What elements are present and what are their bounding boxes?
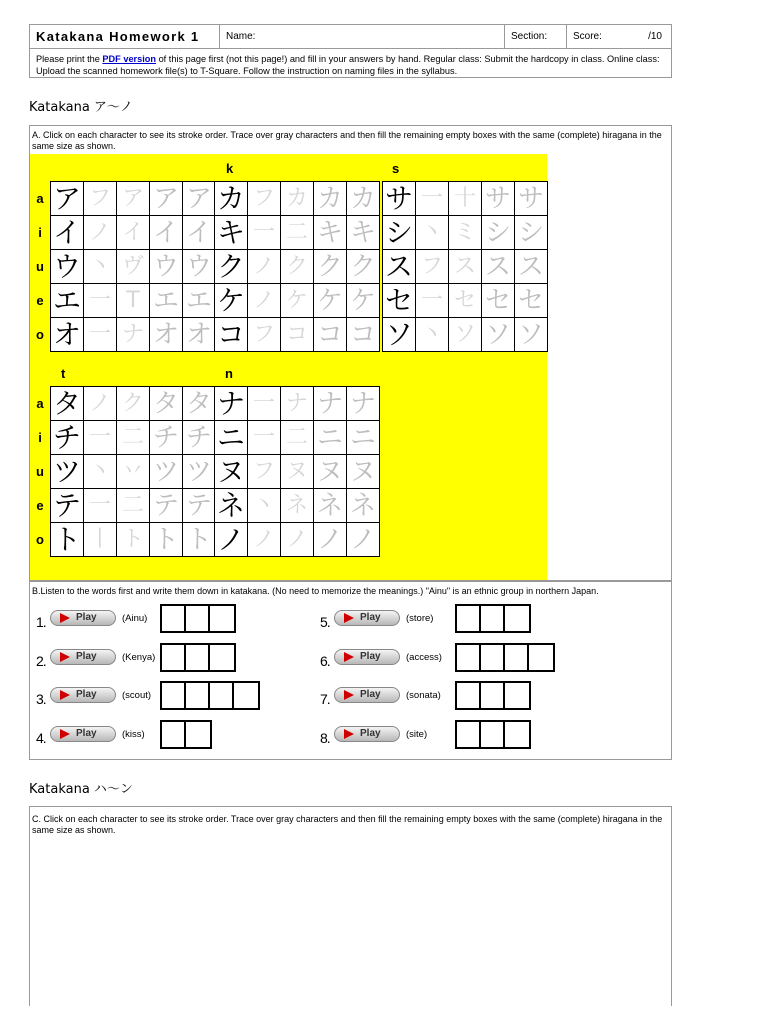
answer-box[interactable]	[457, 606, 481, 631]
kana-trace-cell: 一	[248, 421, 281, 455]
answer-box[interactable]	[186, 683, 210, 708]
play-button[interactable]	[50, 649, 116, 665]
kana-trace-cell: ケ	[281, 284, 314, 318]
kana-trace-cell: タ	[150, 387, 183, 421]
kana-trace-cell: ノ	[314, 523, 347, 557]
kana-grid-k	[214, 181, 380, 352]
play-button[interactable]	[334, 687, 400, 703]
kana-trace-cell: イ	[150, 216, 183, 250]
kana-trace-cell: オ	[183, 318, 216, 352]
kana-model-char[interactable]: ノ	[215, 523, 248, 557]
vowel-row-label: i	[38, 225, 42, 240]
answer-box[interactable]	[505, 606, 529, 631]
instructions-note	[36, 53, 666, 77]
answer-boxes	[160, 681, 260, 710]
kana-model-char[interactable]: ス	[383, 250, 416, 284]
kana-trace-cell: エ	[183, 284, 216, 318]
play-icon	[344, 729, 354, 739]
kana-trace-cell: ス	[449, 250, 482, 284]
answer-boxes	[160, 604, 236, 633]
answer-box[interactable]	[505, 683, 529, 708]
kana-trace-cell: フ	[416, 250, 449, 284]
kana-trace-cell: 丶	[416, 318, 449, 352]
answer-box[interactable]	[162, 683, 186, 708]
consonant-label: s	[392, 161, 400, 176]
kana-trace-cell: ノ	[248, 250, 281, 284]
kana-model-char[interactable]: エ	[51, 284, 84, 318]
kana-trace-cell: ナ	[314, 387, 347, 421]
kana-grid-vowel	[50, 181, 216, 352]
kana-trace-cell: ア	[183, 182, 216, 216]
kana-trace-cell: ク	[281, 250, 314, 284]
kana-grid-s	[382, 181, 548, 352]
word-hint: (access)	[406, 651, 442, 663]
kana-trace-cell: ソ	[482, 318, 515, 352]
item-number: 7.	[320, 691, 330, 707]
answer-box[interactable]	[481, 722, 505, 747]
consonant-label: t	[61, 366, 66, 381]
answer-box[interactable]	[457, 645, 481, 670]
item-number: 5.	[320, 614, 330, 630]
kana-trace-cell: キ	[347, 216, 380, 250]
kana-grid-n	[214, 386, 380, 557]
vowel-row-label: o	[36, 327, 44, 342]
kana-trace-cell: ノ	[248, 284, 281, 318]
kana-trace-cell: ノ	[347, 523, 380, 557]
kana-trace-cell: ネ	[314, 489, 347, 523]
kana-model-char[interactable]: ツ	[51, 455, 84, 489]
word-hint: (sonata)	[406, 690, 441, 701]
kana-model-char[interactable]: チ	[51, 421, 84, 455]
kana-model-char[interactable]: ヌ	[215, 455, 248, 489]
play-icon	[60, 690, 70, 700]
play-button[interactable]	[334, 610, 400, 626]
kana-model-char[interactable]: セ	[383, 284, 416, 318]
kana-model-char[interactable]: テ	[51, 489, 84, 523]
kana-trace-cell: セ	[482, 284, 515, 318]
kana-trace-cell: コ	[314, 318, 347, 352]
kana-trace-cell: ネ	[347, 489, 380, 523]
kana-trace-cell: 一	[84, 318, 117, 352]
kana-trace-cell: ア	[150, 182, 183, 216]
kana-trace-cell: 一	[248, 216, 281, 250]
item-number: 4.	[36, 729, 46, 746]
vowel-row-label: e	[36, 293, 44, 308]
kana-model-char[interactable]: ネ	[215, 489, 248, 523]
vowel-row-label: u	[36, 464, 44, 479]
kana-trace-cell: ニ	[347, 421, 380, 455]
item-number: 1.	[36, 614, 46, 630]
kana-trace-cell: カ	[347, 182, 380, 216]
answer-box[interactable]	[186, 606, 210, 631]
kana-trace-cell: 二	[281, 216, 314, 250]
kana-trace-cell: ソ	[515, 318, 548, 352]
kana-trace-cell: ト	[183, 523, 216, 557]
kana-trace-cell: チ	[150, 421, 183, 455]
kana-trace-cell: 一	[416, 182, 449, 216]
score-max: /10	[648, 31, 662, 42]
play-label: Play	[360, 689, 381, 700]
answer-box[interactable]	[481, 645, 505, 670]
word-hint: (scout)	[122, 690, 152, 701]
answer-box[interactable]	[481, 683, 505, 708]
kana-trace-cell: カ	[314, 182, 347, 216]
kana-model-char[interactable]: ト	[51, 523, 84, 557]
kana-trace-cell: フ	[248, 455, 281, 489]
note-suffix: of this page first (not this page!) and fill in your answers by hand. Regular class: Submit the hardcopy in class. Online class: Upload the scanned homework file(s) to T-Square. Follow the instruction on naming files in the syllabus.	[36, 54, 660, 76]
vowel-row-label: e	[36, 498, 44, 513]
kana-model-char[interactable]: ソ	[383, 318, 416, 352]
play-button[interactable]	[50, 610, 116, 626]
answer-box[interactable]	[186, 645, 210, 670]
play-icon	[60, 613, 70, 623]
note-prefix: Please print the	[36, 54, 103, 64]
kana-model-char[interactable]: ア	[51, 182, 84, 216]
answer-box[interactable]	[457, 722, 481, 747]
listening-item	[320, 720, 580, 756]
kana-trace-cell: ミ	[449, 216, 482, 250]
kana-trace-cell: フ	[248, 318, 281, 352]
name-field[interactable]: Name:	[220, 25, 505, 49]
answer-box[interactable]	[162, 645, 186, 670]
kana-trace-cell: 丷	[117, 455, 150, 489]
kana-trace-cell: ヴ	[117, 250, 150, 284]
kana-trace-cell: ネ	[281, 489, 314, 523]
vowel-row-label: i	[38, 430, 42, 445]
kana-trace-cell: シ	[515, 216, 548, 250]
kana-trace-cell: キ	[314, 216, 347, 250]
play-label: Play	[76, 612, 97, 623]
kana-trace-cell: サ	[482, 182, 515, 216]
kana-trace-cell: セ	[449, 284, 482, 318]
kana-model-char[interactable]: ケ	[215, 284, 248, 318]
play-label: Play	[360, 727, 381, 739]
kana-trace-cell: テ	[183, 489, 216, 523]
kana-trace-cell: ト	[150, 523, 183, 557]
instruction-b: B.Listen to the words first and write them down in katakana. (No need to memorize the meanings.) "Ainu" is an ethnic group in northern Japan.	[32, 586, 599, 596]
kana-trace-cell: サ	[515, 182, 548, 216]
score-label: Score:	[573, 31, 602, 42]
pdf-version-link[interactable]: PDF version	[102, 54, 157, 64]
kana-trace-cell: ス	[482, 250, 515, 284]
play-button[interactable]	[334, 649, 400, 665]
kana-trace-cell: 二	[117, 421, 150, 455]
kana-model-char[interactable]: コ	[215, 318, 248, 352]
consonant-label: n	[225, 366, 233, 381]
kana-trace-cell: 丶	[248, 489, 281, 523]
kana-trace-cell: コ	[347, 318, 380, 352]
kana-trace-cell: ナ	[117, 318, 150, 352]
play-label: Play	[76, 727, 97, 739]
play-icon	[60, 652, 70, 662]
item-number: 8.	[320, 729, 330, 746]
kana-trace-cell: フ	[84, 182, 117, 216]
section-heading-a-no: Katakana ア～ノ	[29, 100, 133, 115]
kana-trace-cell: ヌ	[281, 455, 314, 489]
play-button[interactable]	[50, 687, 116, 703]
kana-trace-cell: オ	[150, 318, 183, 352]
answer-boxes	[455, 604, 531, 633]
item-number: 6.	[320, 652, 330, 669]
play-button[interactable]	[334, 726, 400, 742]
word-hint: (store)	[406, 613, 434, 624]
answer-box[interactable]	[505, 645, 529, 670]
play-icon	[344, 613, 354, 623]
kana-trace-cell: ノ	[248, 523, 281, 557]
answer-boxes	[455, 643, 555, 672]
kana-trace-cell: ツ	[150, 455, 183, 489]
kana-trace-cell: ス	[515, 250, 548, 284]
kana-grid-t	[50, 386, 216, 557]
kana-trace-cell: セ	[515, 284, 548, 318]
kana-trace-cell: ウ	[150, 250, 183, 284]
homework-header	[29, 24, 672, 78]
listening-item	[320, 681, 580, 717]
kana-trace-cell: フ	[248, 182, 281, 216]
word-hint: (kiss)	[122, 728, 145, 740]
kana-trace-cell: ア	[117, 182, 150, 216]
section-heading-ha-n: Katakana ハ～ン	[29, 782, 133, 797]
kana-model-char[interactable]: サ	[383, 182, 416, 216]
kana-trace-cell: カ	[281, 182, 314, 216]
vowel-row-label: a	[36, 191, 44, 206]
vowel-row-label: o	[36, 532, 44, 547]
kana-trace-cell: 一	[84, 489, 117, 523]
kana-model-char[interactable]: ウ	[51, 250, 84, 284]
kana-trace-cell: ニ	[314, 421, 347, 455]
kana-trace-cell: 丶	[84, 455, 117, 489]
kana-trace-cell: シ	[482, 216, 515, 250]
answer-box[interactable]	[210, 606, 234, 631]
kana-trace-cell: チ	[183, 421, 216, 455]
kana-trace-cell: ト	[117, 523, 150, 557]
kana-trace-cell: コ	[281, 318, 314, 352]
kana-trace-cell: ウ	[183, 250, 216, 284]
answer-box[interactable]	[505, 722, 529, 747]
kana-trace-cell: 十	[449, 182, 482, 216]
word-hint: (Ainu)	[122, 613, 148, 624]
kana-trace-cell: ク	[117, 387, 150, 421]
kana-trace-cell: ノ	[281, 523, 314, 557]
kana-trace-cell: ク	[347, 250, 380, 284]
kana-model-char[interactable]: タ	[51, 387, 84, 421]
kana-trace-cell: タ	[183, 387, 216, 421]
answer-boxes	[160, 720, 212, 749]
kana-trace-cell: ケ	[314, 284, 347, 318]
listening-item	[320, 604, 580, 640]
kana-trace-cell: 一	[84, 421, 117, 455]
kana-model-char[interactable]: オ	[51, 318, 84, 352]
kana-trace-cell: 丶	[416, 216, 449, 250]
vowel-row-label: u	[36, 259, 44, 274]
kana-model-char[interactable]: ニ	[215, 421, 248, 455]
instruction-a: A. Click on each character to see its stroke order. Trace over gray characters and then fill the remaining empty boxes with the same (complete) hiragana in the same size as shown.	[32, 130, 662, 151]
homework-title: Katakana Homework 1	[30, 25, 220, 49]
kana-trace-cell: イ	[117, 216, 150, 250]
answer-box[interactable]	[481, 606, 505, 631]
kana-trace-cell: ナ	[281, 387, 314, 421]
answer-box[interactable]	[186, 722, 210, 747]
vowel-row-label: a	[36, 396, 44, 411]
answer-boxes	[160, 643, 236, 672]
answer-box[interactable]	[162, 722, 186, 747]
kana-trace-cell: T	[117, 284, 150, 318]
answer-boxes	[455, 720, 531, 749]
answer-box[interactable]	[234, 683, 258, 708]
answer-box[interactable]	[529, 645, 553, 670]
kana-trace-cell: 丶	[84, 250, 117, 284]
kana-trace-cell: 一	[84, 284, 117, 318]
play-label: Play	[76, 689, 97, 700]
word-hint: (site)	[406, 728, 428, 740]
answer-box[interactable]	[210, 683, 234, 708]
kana-trace-cell: 二	[281, 421, 314, 455]
kana-trace-cell: エ	[150, 284, 183, 318]
section-c-box	[29, 806, 672, 1006]
kana-model-char[interactable]: イ	[51, 216, 84, 250]
kana-trace-cell: ヌ	[314, 455, 347, 489]
instruction-c: C. Click on each character to see its stroke order. Trace over gray characters and then fill the remaining empty boxes with the same (complete) hiragana in the same size as shown.	[32, 814, 663, 835]
kana-trace-cell: ナ	[347, 387, 380, 421]
kana-trace-cell: ヌ	[347, 455, 380, 489]
kana-model-char[interactable]: キ	[215, 216, 248, 250]
kana-trace-cell: ノ	[84, 216, 117, 250]
answer-box[interactable]	[210, 645, 234, 670]
item-number: 3.	[36, 691, 46, 707]
consonant-label: k	[226, 161, 234, 176]
kana-trace-cell: 一	[416, 284, 449, 318]
kana-trace-cell: イ	[183, 216, 216, 250]
kana-model-char[interactable]: ナ	[215, 387, 248, 421]
play-icon	[60, 729, 70, 739]
kana-trace-cell: ケ	[347, 284, 380, 318]
answer-boxes	[455, 681, 531, 710]
score-field	[567, 25, 672, 49]
kana-trace-cell: ソ	[449, 318, 482, 352]
kana-trace-cell: ク	[314, 250, 347, 284]
kana-trace-cell: 丨	[84, 523, 117, 557]
answer-box[interactable]	[162, 606, 186, 631]
section-field[interactable]: Section:	[505, 25, 567, 49]
kana-trace-cell: 一	[248, 387, 281, 421]
kana-model-char[interactable]: シ	[383, 216, 416, 250]
item-number: 2.	[36, 652, 46, 669]
play-icon	[344, 652, 354, 662]
play-icon	[344, 690, 354, 700]
kana-trace-cell: ツ	[183, 455, 216, 489]
answer-box[interactable]	[457, 683, 481, 708]
play-label: Play	[360, 612, 381, 623]
kana-model-char[interactable]: カ	[215, 182, 248, 216]
word-hint: (Kenya)	[122, 651, 156, 663]
play-label: Play	[360, 650, 381, 662]
kana-trace-cell: ノ	[84, 387, 117, 421]
header-row	[30, 25, 671, 49]
play-label: Play	[76, 650, 97, 662]
kana-trace-cell: テ	[150, 489, 183, 523]
play-button[interactable]	[50, 726, 116, 742]
kana-model-char[interactable]: ク	[215, 250, 248, 284]
kana-trace-cell: 二	[117, 489, 150, 523]
